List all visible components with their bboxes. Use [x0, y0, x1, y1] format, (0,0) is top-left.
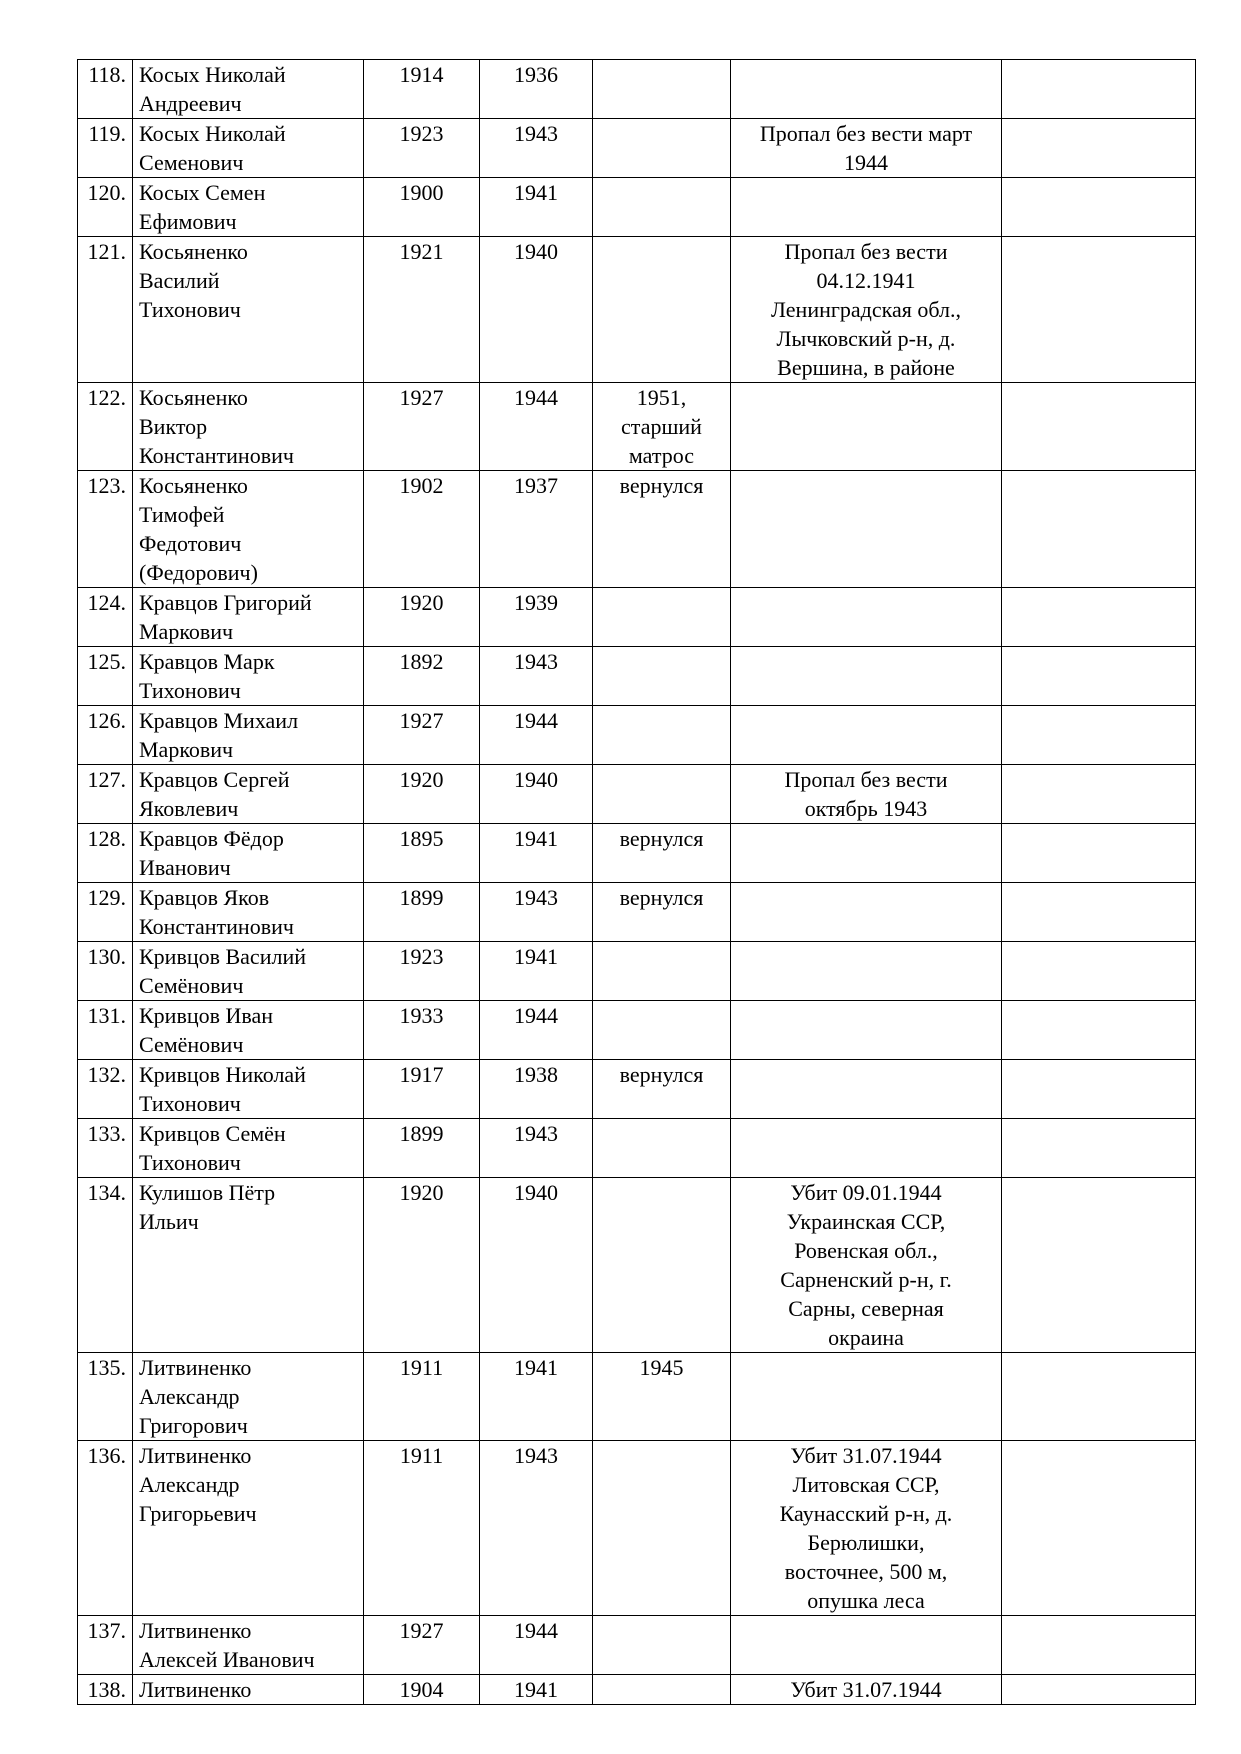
row-number: 120. [78, 178, 133, 237]
row-number: 132. [78, 1060, 133, 1119]
row-number: 122. [78, 383, 133, 471]
fate-info [731, 647, 1002, 706]
birth-year: 1927 [364, 1616, 480, 1675]
row-number: 129. [78, 883, 133, 942]
table-row [78, 1178, 1196, 1353]
birth-year: 1914 [364, 60, 480, 119]
fate-info [731, 1060, 1002, 1119]
person-name: Кравцов Григорий Маркович [133, 588, 364, 647]
table-row [78, 1353, 1196, 1441]
row-number: 118. [78, 60, 133, 119]
row-number: 136. [78, 1441, 133, 1616]
fate-info [731, 1119, 1002, 1178]
person-name: Кравцов Фёдор Иванович [133, 824, 364, 883]
table-row [78, 1441, 1196, 1616]
birth-year: 1911 [364, 1353, 480, 1441]
note-cell [1002, 178, 1196, 237]
note-cell [1002, 60, 1196, 119]
birth-year: 1927 [364, 706, 480, 765]
birth-year: 1900 [364, 178, 480, 237]
fate-info [731, 706, 1002, 765]
return-info [593, 1178, 731, 1353]
birth-year: 1911 [364, 1441, 480, 1616]
birth-year: 1917 [364, 1060, 480, 1119]
conscription-year: 1943 [480, 883, 593, 942]
return-info [593, 1441, 731, 1616]
fate-info: Пропал без вести 04.12.1941 Ленинградская обл., Лычковский р-н, д. Вершина, в районе [731, 237, 1002, 383]
conscription-year: 1943 [480, 1441, 593, 1616]
note-cell [1002, 706, 1196, 765]
note-cell [1002, 1178, 1196, 1353]
fate-info [731, 471, 1002, 588]
fate-info [731, 942, 1002, 1001]
birth-year: 1921 [364, 237, 480, 383]
note-cell [1002, 588, 1196, 647]
conscription-year: 1940 [480, 765, 593, 824]
conscription-year: 1943 [480, 647, 593, 706]
person-name: Косых Николай Андреевич [133, 60, 364, 119]
fate-info [731, 588, 1002, 647]
table-row [78, 60, 1196, 119]
person-name: Косьяненко Василий Тихонович [133, 237, 364, 383]
row-number: 127. [78, 765, 133, 824]
fate-info [731, 1001, 1002, 1060]
note-cell [1002, 1353, 1196, 1441]
return-info [593, 1675, 731, 1705]
row-number: 133. [78, 1119, 133, 1178]
conscription-year: 1944 [480, 706, 593, 765]
birth-year: 1923 [364, 942, 480, 1001]
note-cell [1002, 824, 1196, 883]
person-name: Косых Николай Семенович [133, 119, 364, 178]
person-name: Литвиненко Александр Григорович [133, 1353, 364, 1441]
person-name: Кравцов Сергей Яковлевич [133, 765, 364, 824]
row-number: 124. [78, 588, 133, 647]
return-info: 1945 [593, 1353, 731, 1441]
conscription-year: 1936 [480, 60, 593, 119]
note-cell [1002, 765, 1196, 824]
fate-info: Пропал без вести март 1944 [731, 119, 1002, 178]
fate-info [731, 60, 1002, 119]
return-info [593, 1616, 731, 1675]
row-number: 130. [78, 942, 133, 1001]
row-number: 134. [78, 1178, 133, 1353]
birth-year: 1920 [364, 1178, 480, 1353]
fate-info [731, 383, 1002, 471]
return-info [593, 647, 731, 706]
return-info [593, 1001, 731, 1060]
row-number: 126. [78, 706, 133, 765]
roster-body [78, 60, 1196, 1705]
note-cell [1002, 1616, 1196, 1675]
return-info [593, 765, 731, 824]
person-name: Литвиненко Александр Григорьевич [133, 1441, 364, 1616]
person-name: Кравцов Марк Тихонович [133, 647, 364, 706]
table-row [78, 237, 1196, 383]
conscription-year: 1944 [480, 383, 593, 471]
return-info: вернулся [593, 883, 731, 942]
person-name: Косьяненко Виктор Константинович [133, 383, 364, 471]
table-row [78, 765, 1196, 824]
row-number: 119. [78, 119, 133, 178]
conscription-year: 1937 [480, 471, 593, 588]
conscription-year: 1944 [480, 1001, 593, 1060]
conscription-year: 1940 [480, 237, 593, 383]
birth-year: 1920 [364, 588, 480, 647]
conscription-year: 1941 [480, 178, 593, 237]
row-number: 138. [78, 1675, 133, 1705]
note-cell [1002, 1675, 1196, 1705]
fate-info: Убит 09.01.1944 Украинская ССР, Ровенская обл., Сарненский р-н, г. Сарны, северная окраина [731, 1178, 1002, 1353]
row-number: 131. [78, 1001, 133, 1060]
table-row [78, 383, 1196, 471]
table-row [78, 588, 1196, 647]
conscription-year: 1941 [480, 1353, 593, 1441]
conscription-year: 1938 [480, 1060, 593, 1119]
person-name: Кривцов Николай Тихонович [133, 1060, 364, 1119]
fate-info: Убит 31.07.1944 [731, 1675, 1002, 1705]
return-info [593, 237, 731, 383]
table-row [78, 178, 1196, 237]
conscription-year: 1940 [480, 1178, 593, 1353]
table-row [78, 824, 1196, 883]
person-name: Кривцов Семён Тихонович [133, 1119, 364, 1178]
table-row [78, 1060, 1196, 1119]
return-info [593, 942, 731, 1001]
fate-info [731, 1353, 1002, 1441]
table-row [78, 942, 1196, 1001]
note-cell [1002, 1441, 1196, 1616]
return-info [593, 706, 731, 765]
conscription-year: 1941 [480, 1675, 593, 1705]
row-number: 125. [78, 647, 133, 706]
note-cell [1002, 647, 1196, 706]
note-cell [1002, 471, 1196, 588]
birth-year: 1904 [364, 1675, 480, 1705]
birth-year: 1902 [364, 471, 480, 588]
table-row [78, 706, 1196, 765]
note-cell [1002, 942, 1196, 1001]
roster-table [77, 59, 1196, 1705]
table-row [78, 1616, 1196, 1675]
person-name: Косых Семен Ефимович [133, 178, 364, 237]
note-cell [1002, 1119, 1196, 1178]
note-cell [1002, 119, 1196, 178]
row-number: 123. [78, 471, 133, 588]
birth-year: 1923 [364, 119, 480, 178]
birth-year: 1895 [364, 824, 480, 883]
person-name: Кравцов Яков Константинович [133, 883, 364, 942]
birth-year: 1899 [364, 1119, 480, 1178]
note-cell [1002, 237, 1196, 383]
person-name: Литвиненко Алексей Иванович [133, 1616, 364, 1675]
fate-info [731, 883, 1002, 942]
person-name: Кравцов Михаил Маркович [133, 706, 364, 765]
conscription-year: 1941 [480, 942, 593, 1001]
table-row [78, 883, 1196, 942]
conscription-year: 1941 [480, 824, 593, 883]
fate-info [731, 824, 1002, 883]
note-cell [1002, 883, 1196, 942]
note-cell [1002, 1060, 1196, 1119]
return-info: вернулся [593, 471, 731, 588]
row-number: 137. [78, 1616, 133, 1675]
fate-info: Пропал без вести октябрь 1943 [731, 765, 1002, 824]
return-info: 1951, старший матрос [593, 383, 731, 471]
person-name: Кривцов Иван Семёнович [133, 1001, 364, 1060]
note-cell [1002, 383, 1196, 471]
person-name: Кулишов Пётр Ильич [133, 1178, 364, 1353]
birth-year: 1899 [364, 883, 480, 942]
conscription-year: 1944 [480, 1616, 593, 1675]
table-row [78, 471, 1196, 588]
return-info [593, 60, 731, 119]
table-row [78, 1119, 1196, 1178]
row-number: 135. [78, 1353, 133, 1441]
return-info [593, 119, 731, 178]
conscription-year: 1939 [480, 588, 593, 647]
conscription-year: 1943 [480, 119, 593, 178]
fate-info: Убит 31.07.1944 Литовская ССР, Каунасский р-н, д. Берюлишки, восточнее, 500 м, опушка леса [731, 1441, 1002, 1616]
return-info [593, 588, 731, 647]
return-info [593, 1119, 731, 1178]
return-info: вернулся [593, 824, 731, 883]
person-name: Кривцов Василий Семёнович [133, 942, 364, 1001]
table-row [78, 1001, 1196, 1060]
fate-info [731, 178, 1002, 237]
fate-info [731, 1616, 1002, 1675]
return-info [593, 178, 731, 237]
return-info: вернулся [593, 1060, 731, 1119]
row-number: 128. [78, 824, 133, 883]
row-number: 121. [78, 237, 133, 383]
birth-year: 1892 [364, 647, 480, 706]
birth-year: 1933 [364, 1001, 480, 1060]
table-row [78, 119, 1196, 178]
conscription-year: 1943 [480, 1119, 593, 1178]
birth-year: 1927 [364, 383, 480, 471]
table-row [78, 1675, 1196, 1705]
person-name: Литвиненко [133, 1675, 364, 1705]
note-cell [1002, 1001, 1196, 1060]
birth-year: 1920 [364, 765, 480, 824]
table-row [78, 647, 1196, 706]
person-name: Косьяненко Тимофей Федотович (Федорович) [133, 471, 364, 588]
